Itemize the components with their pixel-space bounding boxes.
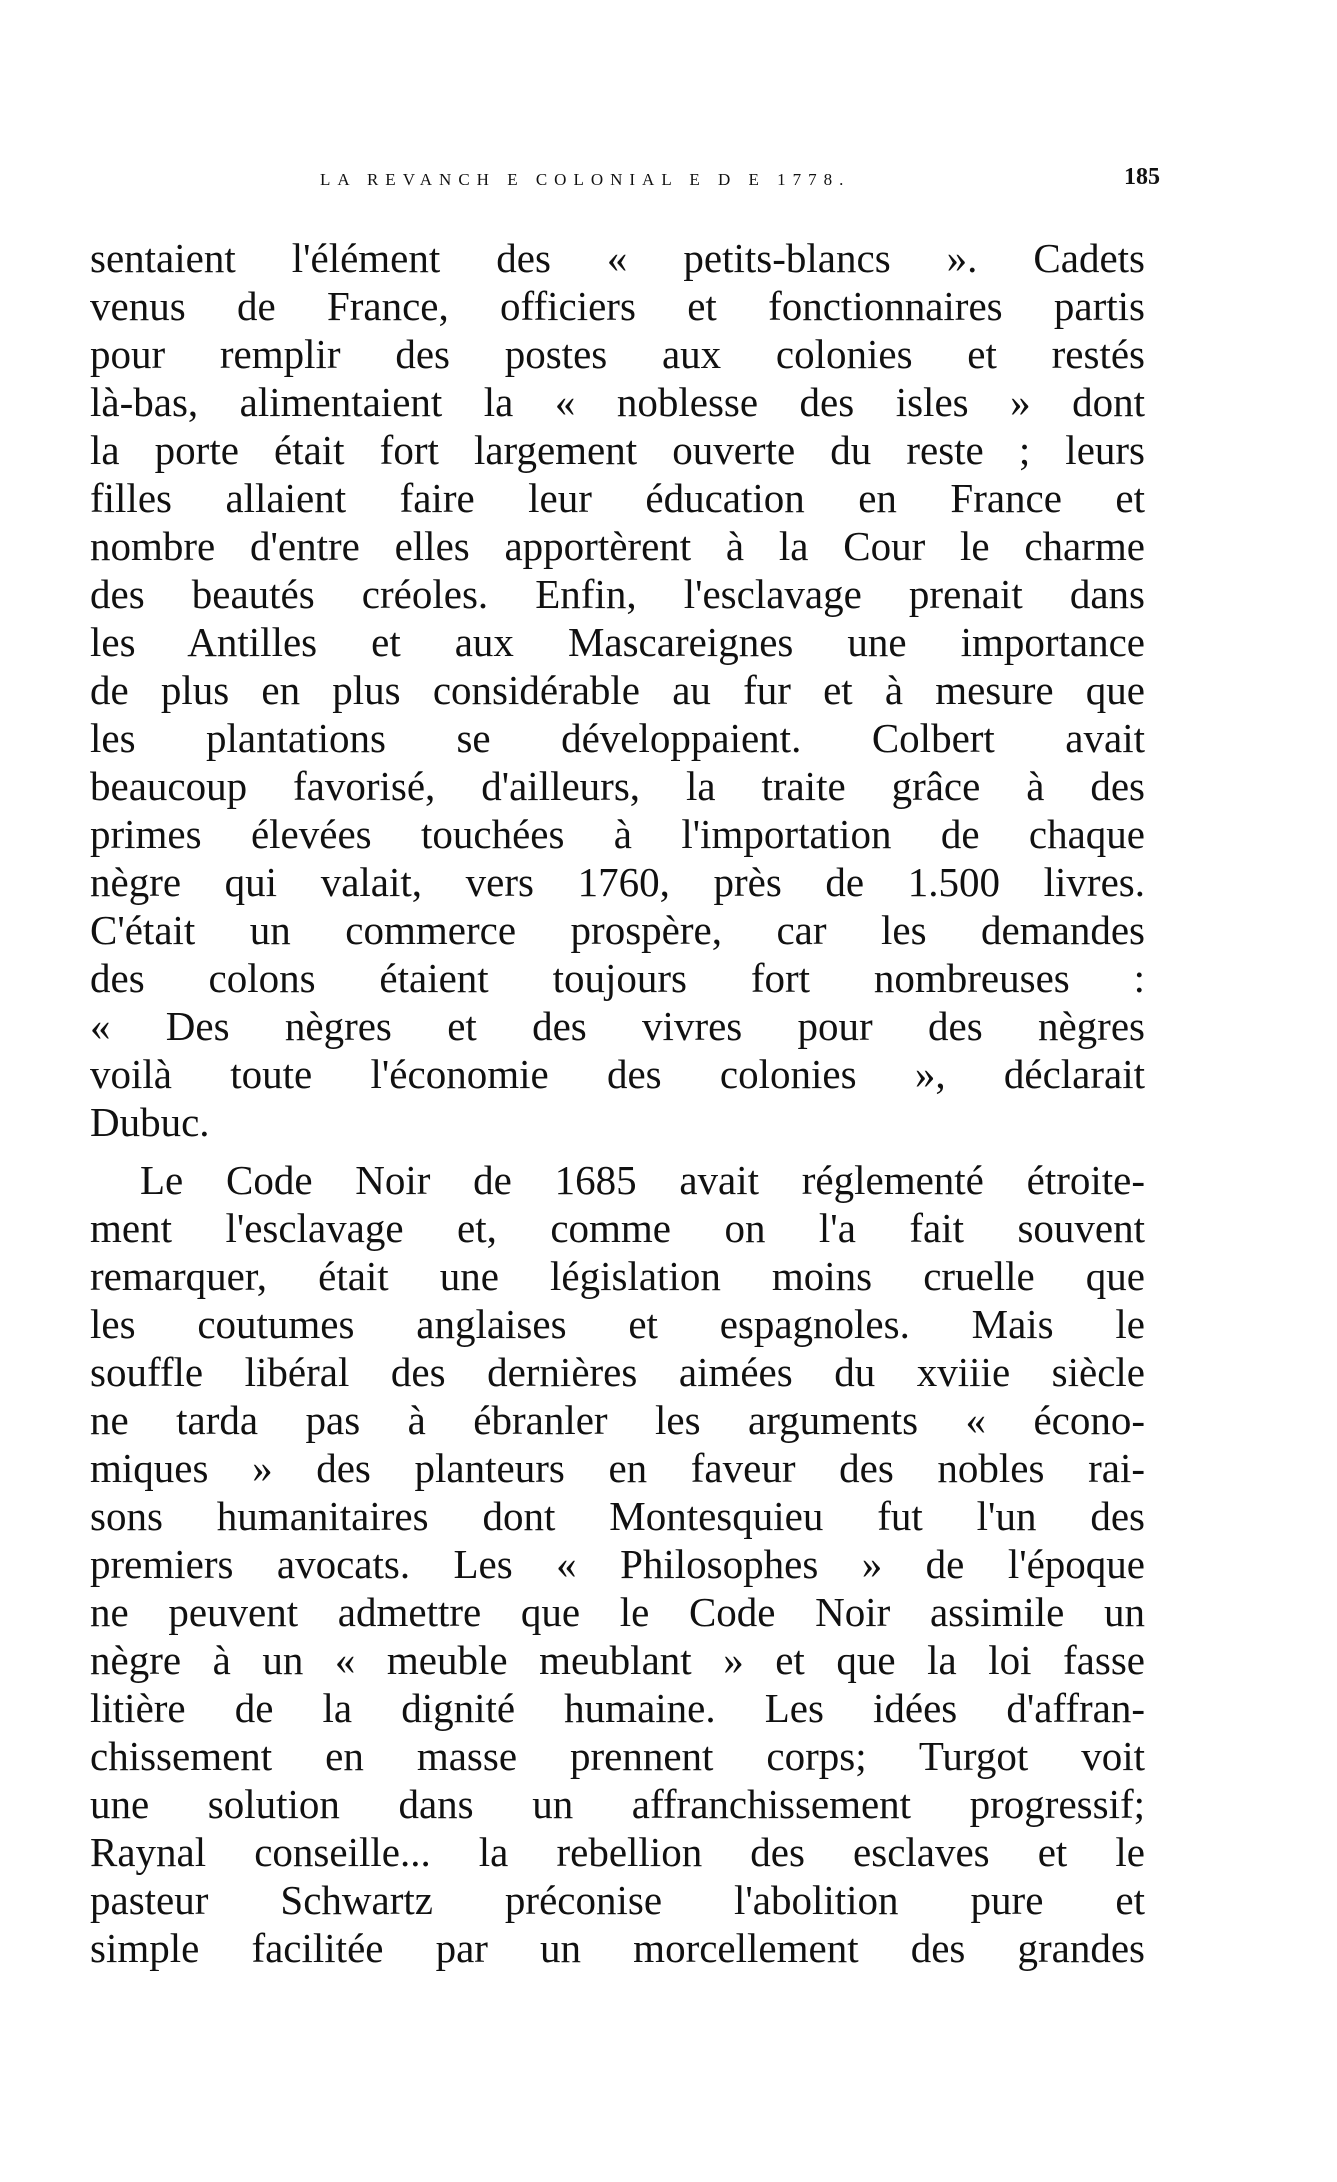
text-line: de plus en plus considérable au fur et à mesure que	[90, 667, 1145, 713]
text-line: nègre à un « meuble meublant » et que la loi fasse	[90, 1637, 1145, 1683]
running-title: LA REVANCH E COLONIAL E D E 1778.	[320, 170, 851, 189]
text-line: beaucoup favorisé, d'ailleurs, la traite grâce à des	[90, 763, 1145, 809]
text-line: filles allaient faire leur éducation en France et	[90, 475, 1145, 521]
text-line: pasteur Schwartz préconise l'abolition pure et	[90, 1877, 1145, 1923]
text-line: ne peuvent admettre que le Code Noir assimile un	[90, 1589, 1145, 1635]
text-line: venus de France, officiers et fonctionnaires partis	[90, 283, 1145, 329]
text-line: C'était un commerce prospère, car les demandes	[90, 907, 1145, 953]
page-number: 185	[1124, 164, 1160, 190]
text-line: souffle libéral des dernières aimées du xviiie siècle	[90, 1349, 1145, 1395]
text-line: la porte était fort largement ouverte du reste ; leurs	[90, 427, 1145, 473]
text-line: miques » des planteurs en faveur des nobles rai-	[90, 1445, 1145, 1491]
paragraph-gap	[90, 1146, 1145, 1156]
text-line: Raynal conseille... la rebellion des esclaves et le	[90, 1829, 1145, 1875]
paragraph-1	[90, 234, 1145, 1146]
text-line: nombre d'entre elles apportèrent à la Cour le charme	[90, 523, 1145, 569]
text-line: Le Code Noir de 1685 avait réglementé étroite-	[140, 1157, 1145, 1203]
text-line: simple facilitée par un morcellement des grandes	[90, 1925, 1145, 1971]
text-line: des colons étaient toujours fort nombreuses :	[90, 955, 1145, 1001]
text-line: une solution dans un affranchissement progressif;	[90, 1781, 1145, 1827]
paragraph-2	[90, 1156, 1145, 1972]
text-line: ment l'esclavage et, comme on l'a fait souvent	[90, 1205, 1145, 1251]
body-text	[90, 234, 1145, 1972]
text-line: « Des nègres et des vivres pour des nègres	[90, 1003, 1145, 1049]
running-header	[320, 164, 1160, 194]
text-line: litière de la dignité humaine. Les idées d'affran-	[90, 1685, 1145, 1731]
text-line: pour remplir des postes aux colonies et restés	[90, 331, 1145, 377]
text-line: des beautés créoles. Enfin, l'esclavage prenait dans	[90, 571, 1145, 617]
text-line: remarquer, était une législation moins cruelle que	[90, 1253, 1145, 1299]
text-line: les coutumes anglaises et espagnoles. Mais le	[90, 1301, 1145, 1347]
text-line: nègre qui valait, vers 1760, près de 1.500 livres.	[90, 859, 1145, 905]
text-line: primes élevées touchées à l'importation de chaque	[90, 811, 1145, 857]
text-line: voilà toute l'économie des colonies », déclarait	[90, 1051, 1145, 1097]
text-line: là-bas, alimentaient la « noblesse des isles » dont	[90, 379, 1145, 425]
text-line: ne tarda pas à ébranler les arguments « écono-	[90, 1397, 1145, 1443]
text-line: sentaient l'élément des « petits-blancs ». Cadets	[90, 235, 1145, 281]
text-line: Dubuc.	[90, 1099, 210, 1145]
text-line: premiers avocats. Les « Philosophes » de l'époque	[90, 1541, 1145, 1587]
text-line: chissement en masse prennent corps; Turgot voit	[90, 1733, 1145, 1779]
text-line: sons humanitaires dont Montesquieu fut l'un des	[90, 1493, 1145, 1539]
text-line: les plantations se développaient. Colbert avait	[90, 715, 1145, 761]
text-line: les Antilles et aux Mascareignes une importance	[90, 619, 1145, 665]
